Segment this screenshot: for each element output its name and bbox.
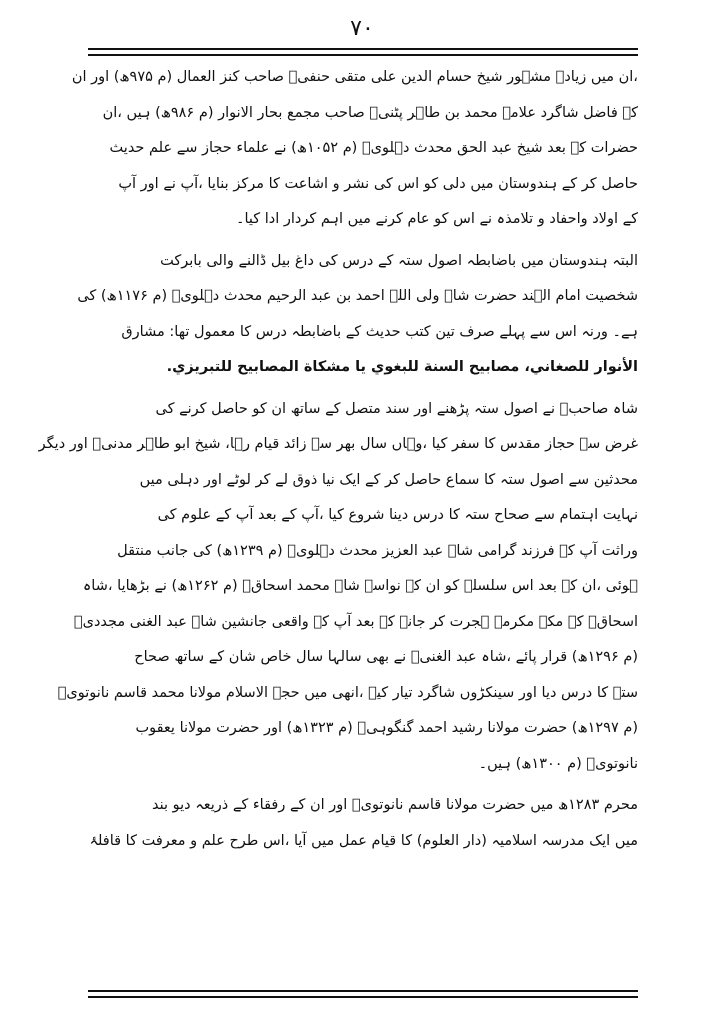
text-line: نانوتویؒ (م ۱۳۰۰ھ) ہیں۔ — [478, 755, 638, 772]
text-line: نہایت اہتمام سے صحاح ستہ کا درس دینا شروع کیا ،آپ کے بعد آپ کے علوم کی — [157, 507, 638, 523]
paragraph-4 — [88, 788, 638, 859]
text-line: محدثین سے اصول ستہ کا سماع حاصل کر کے ایک نیا ذوق لے کر لوٹے اور دہلی میں — [139, 471, 638, 488]
text-line: وراثت آپ کے فرزند گرامی شاہ عبد العزیز محدث دہلویؒ (م ۱۲۳۹ھ) کی جانب منتقل — [117, 542, 638, 559]
page-number: ۷۰ — [350, 16, 374, 41]
body-text — [38, 60, 638, 865]
paragraph-1 — [71, 60, 638, 238]
text-line: البتہ ہندوستان میں باضابطہ اصول ستہ کے درس کی داغ بیل ڈالنے والی بابرکت — [160, 252, 638, 269]
paragraph-2 — [77, 244, 638, 386]
text-line: (م ۱۲۹۶ھ) قرار پائے ،شاہ عبد الغنیؒ نے بھی سالہا سال خاص شان کے ساتھ صحاح — [134, 649, 638, 665]
text-line: حضرات کے بعد شیخ عبد الحق محدث دہلویؒ (م ۱۰۵۲ھ) نے علماء حجاز سے علم حدیث — [109, 140, 638, 156]
text-line: ستہ کا درس دیا اور سینکڑوں شاگرد تیار کیے ،انھی میں حجۃ الاسلام مولانا محمد قاسم نانوتویؒ — [57, 684, 638, 701]
paragraph-3 — [38, 392, 638, 783]
text-line: شاہ صاحبؒ نے اصول ستہ پڑھنے اور سند متصل کے ساتھ ان کو حاصل کرنے کی — [155, 400, 638, 417]
text-line: ،ان میں زیادہ مشہور شیخ حسام الدین علی متقی حنفیؒ صاحب کنز العمال (م ۹۷۵ھ) اور ان — [71, 69, 638, 85]
text-line-arabic: الأنوار للصغاني، مصابيح السنة للبغوي يا مشكاة المصابيح للتبريزي. — [166, 359, 638, 375]
text-line: (م ۱۲۹۷ھ) حضرت مولانا رشید احمد گنگوہیؒ (م ۱۳۲۳ھ) اور حضرت مولانا یعقوب — [135, 720, 638, 736]
text-line: میں ایک مدرسہ اسلامیہ (دار العلوم) کا قیام عمل میں آیا ،اس طرح علم و معرفت کا قافلۂ — [89, 832, 638, 849]
footer-rule-upper — [88, 990, 638, 992]
footer-rule-lower — [88, 996, 638, 998]
text-line: ہوئی ،ان کے بعد اس سلسلے کو ان کے نواسے شاہ محمد اسحاقؒ (م ۱۲۶۲ھ) نے بڑھایا ،شاہ — [82, 578, 638, 594]
header-rule-upper — [88, 48, 638, 50]
text-line: غرض سے حجاز مقدس کا سفر کیا ،وہاں سال بھر سے زائد قیام رہا، شیخ ابو طاہر مدنیؒ اور دیگر — [38, 436, 638, 452]
text-line: کے فاضل شاگرد علامہ محمد بن طاہر پٹنیؒ صاحب مجمع بحار الانوار (م ۹۸۶ھ) ہیں ،ان — [102, 104, 638, 121]
text-line: شخصیت امام الہند حضرت شاہ ولی اللہ احمد بن عبد الرحیم محدث دہلویؒ (م ۱۱۷۶ھ) کی — [77, 288, 638, 304]
text-line: حاصل کر کے ہندوستان میں دلی کو اس کی نشر و اشاعت کا مرکز بنایا ،آپ نے اور آپ — [118, 175, 638, 192]
header-rule-lower — [88, 54, 638, 56]
text-line: ہے۔ ورنہ اس سے پہلے صرف تین کتب حدیث کے باضابطہ درس کا معمول تھا: مشارق — [121, 323, 638, 340]
text-line: محرم ۱۲۸۳ھ میں حضرت مولانا قاسم نانوتویؒ اور ان کے رفقاء کے ذریعہ دیو بند — [152, 797, 638, 813]
text-line: اسحاقؒ کے مکہ مکرمہ ہجرت کر جانے کے بعد آپ کے واقعی جانشین شاہ عبد الغنی مجددیؒ — [73, 613, 638, 630]
text-line: کے اولاد واحفاد و تلامذہ نے اس کو عام کرنے میں اہم کردار ادا کیا۔ — [235, 211, 638, 227]
